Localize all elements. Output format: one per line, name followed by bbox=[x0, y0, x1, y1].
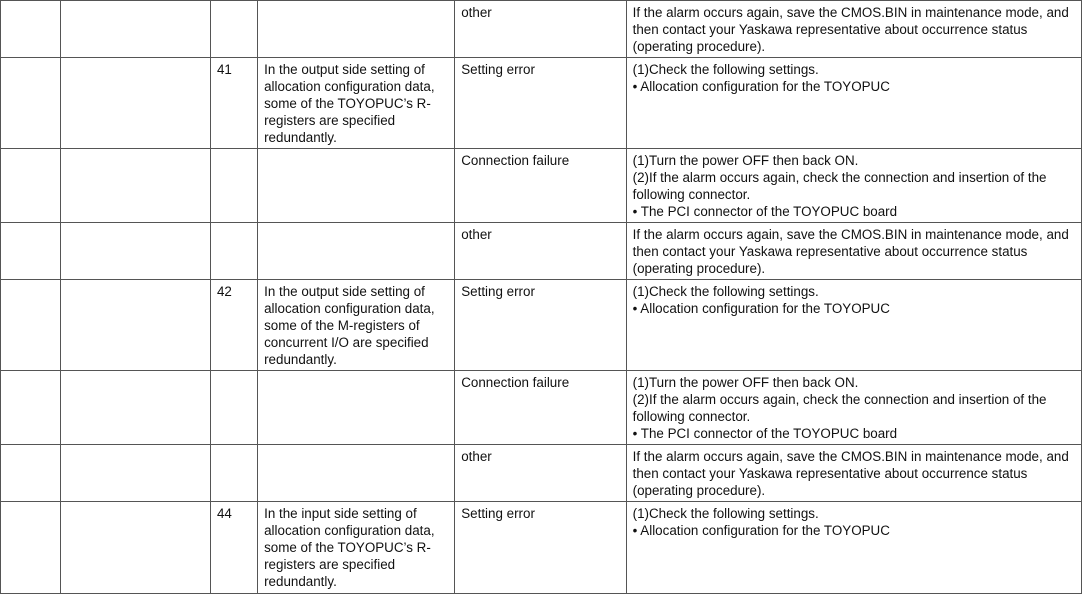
alarm-name-cell bbox=[60, 502, 210, 594]
sub-code-cell bbox=[210, 1, 257, 58]
cause-cell: Connection failure bbox=[455, 371, 626, 445]
description-cell: In the output side setting of allocation configuration data, some of the M-registers of concurrent I/O are specified redundantly. bbox=[258, 280, 455, 371]
table-row bbox=[1, 371, 1082, 445]
remedy-line: If the alarm occurs again, save the CMOS.BIN in maintenance mode, and then contact your Yaskawa representative about occurrence status (operating procedure). bbox=[632, 449, 1073, 498]
alarm-code-cell bbox=[1, 280, 61, 371]
table-row bbox=[1, 445, 1082, 502]
remedy-cell bbox=[626, 58, 1081, 149]
remedy-cell bbox=[626, 223, 1081, 280]
remedy-line: (1)Turn the power OFF then back ON. bbox=[632, 153, 859, 168]
description-cell bbox=[258, 223, 455, 280]
remedy-cell bbox=[626, 149, 1081, 223]
table-row bbox=[1, 223, 1082, 280]
description-cell bbox=[258, 1, 455, 58]
cause-cell: other bbox=[455, 223, 626, 280]
table-row bbox=[1, 58, 1082, 149]
alarm-name-cell bbox=[60, 58, 210, 149]
remedy-cell bbox=[626, 371, 1081, 445]
remedy-line: (1)Check the following settings. bbox=[632, 506, 819, 521]
description-cell bbox=[258, 371, 455, 445]
sub-code-cell bbox=[210, 223, 257, 280]
alarm-code-cell bbox=[1, 1, 61, 58]
cause-cell: Setting error bbox=[455, 502, 626, 594]
remedy-line: (1)Check the following settings. bbox=[632, 284, 819, 299]
alarm-name-cell bbox=[60, 1, 210, 58]
remedy-line: If the alarm occurs again, save the CMOS.BIN in maintenance mode, and then contact your Yaskawa representative about occurrence status (operating procedure). bbox=[632, 5, 1073, 54]
alarm-name-cell bbox=[60, 280, 210, 371]
remedy-cell bbox=[626, 280, 1081, 371]
alarm-name-cell bbox=[60, 371, 210, 445]
remedy-cell bbox=[626, 502, 1081, 594]
alarm-code-cell bbox=[1, 149, 61, 223]
remedy-line: (1)Turn the power OFF then back ON. bbox=[632, 375, 859, 390]
remedy-cell bbox=[626, 1, 1081, 58]
alarm-code-cell bbox=[1, 502, 61, 594]
remedy-line: • Allocation configuration for the TOYOPUC bbox=[632, 301, 890, 316]
description-cell: In the output side setting of allocation configuration data, some of the TOYOPUC’s R-registers are specified redundantly. bbox=[258, 58, 455, 149]
remedy-line: • The PCI connector of the TOYOPUC board bbox=[632, 204, 898, 219]
table-row bbox=[1, 149, 1082, 223]
sub-code-cell bbox=[210, 149, 257, 223]
alarm-name-cell bbox=[60, 445, 210, 502]
alarm-code-cell bbox=[1, 371, 61, 445]
alarm-code-cell bbox=[1, 223, 61, 280]
sub-code-cell bbox=[210, 445, 257, 502]
remedy-line: • Allocation configuration for the TOYOPUC bbox=[632, 523, 890, 538]
description-cell: In the input side setting of allocation configuration data, some of the TOYOPUC’s R-registers are specified redundantly. bbox=[258, 502, 455, 594]
description-cell bbox=[258, 149, 455, 223]
remedy-line: (1)Check the following settings. bbox=[632, 62, 819, 77]
sub-code-cell: 41 bbox=[210, 58, 257, 149]
cause-cell: Setting error bbox=[455, 58, 626, 149]
sub-code-cell: 42 bbox=[210, 280, 257, 371]
remedy-line: • The PCI connector of the TOYOPUC board bbox=[632, 426, 898, 441]
cause-cell: Setting error bbox=[455, 280, 626, 371]
cause-cell: Connection failure bbox=[455, 149, 626, 223]
alarm-name-cell bbox=[60, 149, 210, 223]
description-cell bbox=[258, 445, 455, 502]
alarm-code-cell bbox=[1, 58, 61, 149]
sub-code-cell bbox=[210, 371, 257, 445]
remedy-line: (2)If the alarm occurs again, check the connection and insertion of the following connector. bbox=[632, 170, 1051, 202]
remedy-cell bbox=[626, 445, 1081, 502]
sub-code-cell: 44 bbox=[210, 502, 257, 594]
alarm-code-cell bbox=[1, 445, 61, 502]
remedy-line: • Allocation configuration for the TOYOPUC bbox=[632, 79, 890, 94]
cause-cell: other bbox=[455, 445, 626, 502]
alarm-name-cell bbox=[60, 223, 210, 280]
table-row bbox=[1, 280, 1082, 371]
remedy-line: If the alarm occurs again, save the CMOS.BIN in maintenance mode, and then contact your Yaskawa representative about occurrence status (operating procedure). bbox=[632, 227, 1073, 276]
remedy-line: (2)If the alarm occurs again, check the connection and insertion of the following connector. bbox=[632, 392, 1051, 424]
table-row bbox=[1, 502, 1082, 594]
cause-cell: other bbox=[455, 1, 626, 58]
table-row bbox=[1, 1, 1082, 58]
